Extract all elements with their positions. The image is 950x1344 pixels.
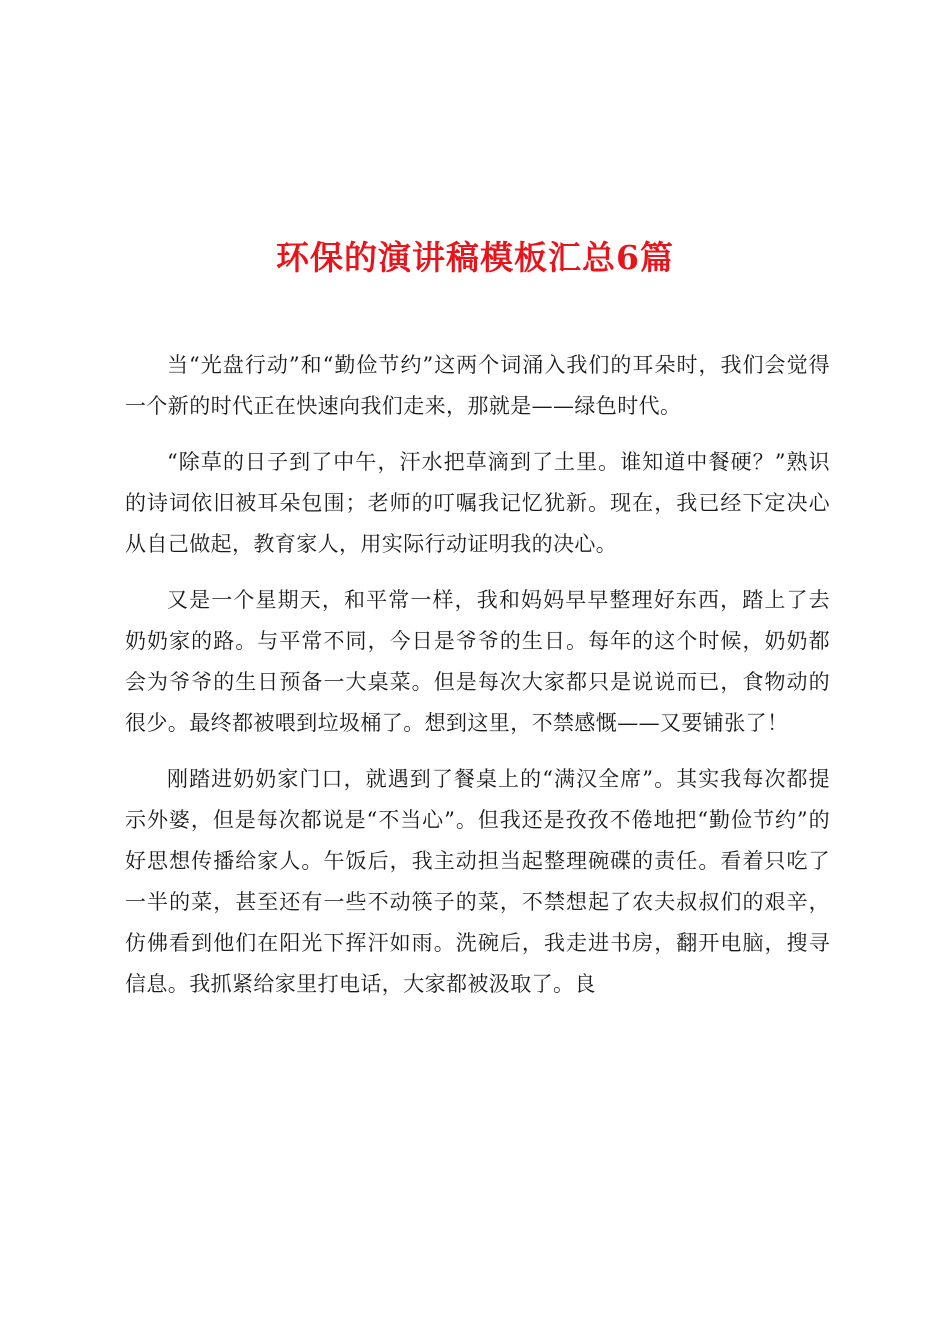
paragraph-3: 又是一个星期天，和平常一样，我和妈妈早早整理好东西，踏上了去奶奶家的路。与平常不同，今日是爷爷的生日。每年的这个时候，奶奶都会为爷爷的生日预备一大桌菜。但是每次大家都只是说说而已，食物动的很少。最终都被喂到垃圾桶了。想到这里，不禁感慨——又要铺张了！ xyxy=(125,588,830,735)
paragraph-2: “除草的日子到了中午，汗水把草滴到了土里。谁知道中餐硬？”熟识的诗词依旧被耳朵包围；老师的叮嘱我记忆犹新。现在，我已经下定决心从自己做起，教育家人，用实际行动证明我的决心。 xyxy=(125,450,830,556)
document-body xyxy=(125,345,830,1020)
paragraph-1: 当“光盘行动”和“勤俭节约”这两个词涌入我们的耳朵时，我们会觉得一个新的时代正在快速向我们走来，那就是——绿色时代。 xyxy=(125,353,830,418)
paragraph-4: 刚踏进奶奶家门口，就遇到了餐桌上的“满汉全席”。其实我每次都提示外婆，但是每次都说是“不当心”。但我还是孜孜不倦地把“勤俭节约”的好思想传播给家人。午饭后，我主动担当起整理碗碟的责任。看着只吃了一半的菜，甚至还有一些不动筷子的菜，不禁想起了农夫叔叔们的艰辛，仿佛看到他们在阳光下挥汗如雨。洗碗后，我走进书房，翻开电脑，搜寻信息。我抓紧给家里打电话，大家都被汲取了。良 xyxy=(125,767,830,996)
document-title: 环保的演讲稿模板汇总6篇 xyxy=(276,238,674,278)
